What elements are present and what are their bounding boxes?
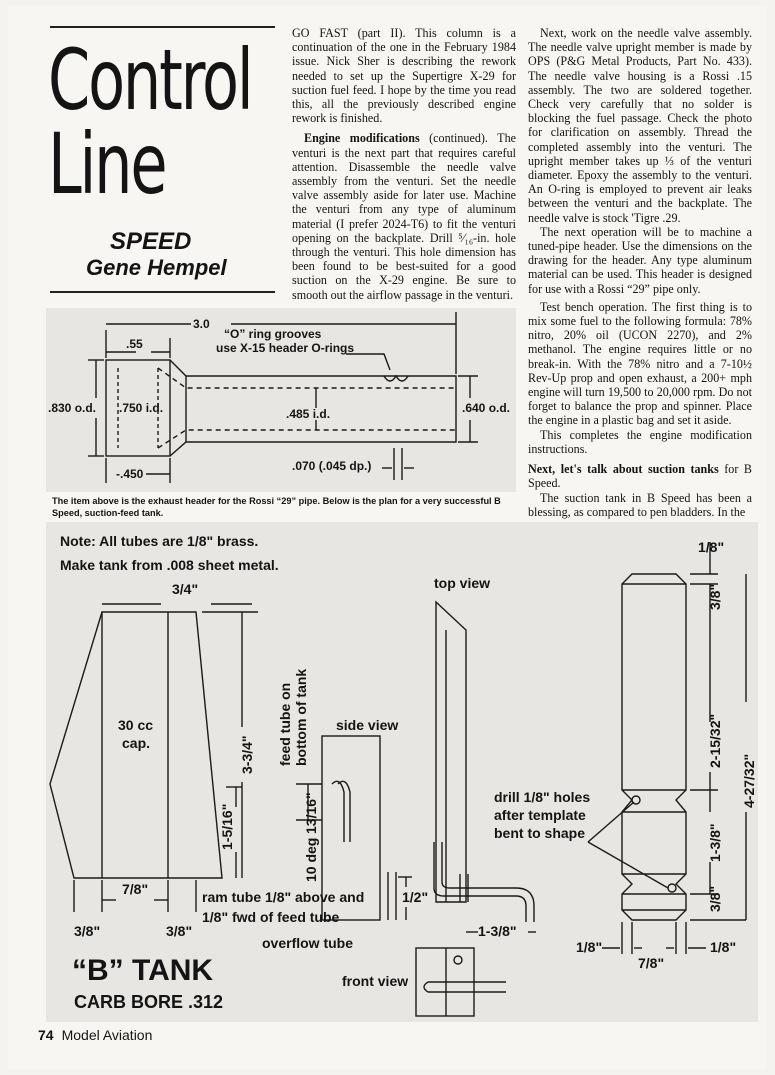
dim-right-flap: 3/8" [166,923,193,939]
bottom-rule [50,291,275,293]
paragraph: The suction tank in B Speed has been a blessing, as compared to pen bladders. In the [528,490,752,519]
o-ring-grooves [384,376,408,381]
dim-flange-od: .830 o.d. [48,401,97,415]
dim-pattern-width: 7/8" [638,955,665,971]
feed-note-1: feed tube on [277,682,293,766]
cap-label-1: 30 cc [118,717,154,733]
dim-right-lip: 1/8" [710,939,737,955]
dim-lower-section: 1-3/8" [707,823,723,862]
dim-flange-length: .55 [126,337,143,351]
dim-bottom-flap: 3/8" [707,885,723,912]
paragraph [528,462,752,490]
title-line-1: Control [48,31,252,129]
dim-left-lip: 1/8" [576,939,603,955]
ram-tube [434,842,526,922]
groove-note-1: “O” ring grooves [224,327,322,341]
page-number: 74 [38,1027,54,1043]
feed-angle: 10 deg [303,837,319,882]
ram-note-1: ram tube 1/8" above and [202,889,365,905]
dim-tube-length: 1-3/8" [478,923,517,939]
paragraph: Test bench operation. The first thing is to mix some fuel to the following formula: 78% nitro, 20% oil (UCON 2270), and 2% methanol. The engine requires little or no break-in. With the 78% nitro and a 7-10½ Rev-Up prop and open exhaust, a 200+ mph engine will turn 19,500 to 20,000 rpm. Do not forget to balance the prop and spinner. Place the engine in a plastic bag and set it aside. [528,299,752,428]
page-folio [38,1027,152,1043]
top-view-outline [436,602,466,902]
top-rule [50,26,275,28]
dim-flange-depth: -.450 [116,467,144,481]
dim-tube-od: .640 o.d. [462,401,511,415]
drill-note-2: after template [494,807,586,823]
author-name: Gene Hempel [86,255,227,280]
drill-note-3: bent to shape [494,825,586,841]
drill-hole [668,884,676,892]
dim-top-width: 3/4" [172,581,199,597]
carb-bore-note: CARB BORE .312 [74,992,224,1012]
paragraph-text: (continued). The venturi is the next part that requires careful attention. Disassemble the needle valve assembly from the venturi. Set the needle valve assembly aside for later use. Machine the venturi from any type of aluminum material (I prefer 2024-T6) to fit the venturi opening on the backplate. Drill ⁵⁄₁₆-in. hole through the venturi. This hole dimension has been found to be best-suited for a good suction on the X-29 engine. Be sure to smooth out the airflow passage in the venturi. [292,131,516,302]
dim-lower-height: 1-5/16" [219,803,235,850]
b-tank-svg [46,522,758,1022]
groove-note-2: use X-15 header O-rings [216,341,355,355]
exhaust-header-drawing [46,308,516,492]
top-view-label: top view [434,575,491,591]
dim-top-lip: 1/8" [698,539,725,555]
paragraph: The next operation will be to machine a tuned-pipe header. Use the dimensions on the drawing for the header. Any type aluminum material can be used. This header is designed for use with a Rossi “29” pipe only. [528,224,752,296]
paragraph: GO FAST (part II). This column is a continuation of the one in the February 1984 issue. Nick Sher is describing the rework needed to set up the Supertigre X-29 for suction fuel feed. I hope by the time you read this, all the previously described engine rework is finished. [292,26,516,126]
ram-note-2: 1/8" fwd of feed tube [202,909,340,925]
material-note: Make tank from .008 sheet metal. [60,557,279,573]
dim-side-length: 2-15/32" [707,713,723,768]
article-column-1 [292,26,516,302]
article-column-2 [528,26,752,519]
dim-height: 3-3/4" [239,735,255,774]
dim-tube-id: .485 i.d. [286,407,331,421]
dim-left-flap: 3/8" [74,923,101,939]
tube-note: Note: All tubes are 1/8" brass. [60,533,259,549]
paragraph: Next, work on the needle valve assembly. The needle valve upright member is made by OPS (P&G Metal Products, Part No. 433). The needle valve housing is a Rossi .15 assembly. The two are soldered together. Check very carefully that no solder is blocking the fuel passage. Check the photo for clarification on assembly. Thread the completed assembly into the venturi. The upright member takes up ⅓ of the venturi diameter. Epoxy the assembly to the venturi. An O-ring is employed to prevent air leaks between the venturi and the backplate. The needle valve is stock 'Tigre .29. [528,26,752,225]
paragraph-text: for B Speed. [528,462,752,491]
run-in-heading: Engine modifications [304,131,420,146]
dim-flange-id: .750 i.d. [119,401,164,415]
magazine-name: Model Aviation [61,1027,153,1043]
paragraph [292,131,516,301]
dim-overall: 3.0 [193,317,210,331]
flat-pattern-outline [622,574,686,920]
side-view-label: side view [336,717,399,733]
cap-label-2: cap. [122,735,151,751]
figure-caption: The item above is the exhaust header for the Rossi “29” pipe. Below is the plan for a very successful B Speed, suction-feed tank. [52,496,501,518]
dim-groove-width: .070 (.045 dp.) [292,459,372,473]
section-subtitle: SPEED [110,228,192,255]
overflow-label: overflow tube [262,935,354,951]
exhaust-header-svg [46,308,516,492]
drill-note-1: drill 1/8" holes [494,789,591,805]
feed-tube [332,781,344,842]
feed-note-2: bottom of tank [293,668,309,766]
dim-tube-height: 1/2" [402,889,429,905]
run-in-heading: Next, let's talk about suction tanks [528,462,719,477]
paragraph: This completes the engine modification instructions. [528,427,752,456]
dim-total-length: 4-27/32" [741,753,757,808]
title-line-2: Line [48,115,166,213]
front-view-label: front view [342,973,409,989]
b-tank-drawing [46,522,758,1022]
dim-center-width: 7/8" [122,881,149,897]
tank-title: “B” TANK [72,954,214,987]
dim-top-flap: 3/8" [707,583,723,610]
dim-feed-offset: 13/16" [303,792,319,834]
